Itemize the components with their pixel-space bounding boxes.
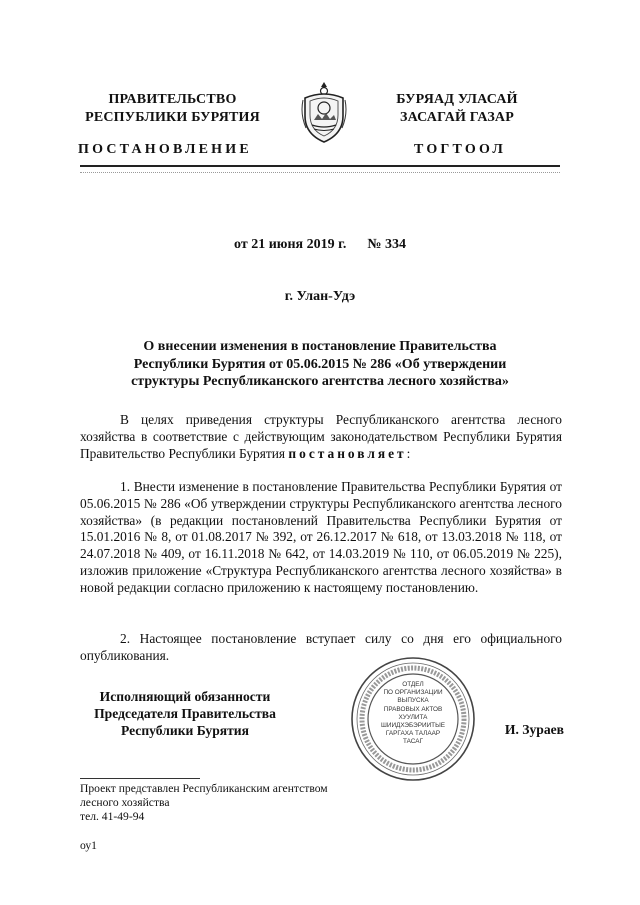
- header-right: [377, 91, 537, 127]
- stamp-line2: ПО ОРГАНИЗАЦИИ: [383, 689, 443, 697]
- stamp-line6: ШИИДХЭБЭРИИТЫЕ: [381, 722, 445, 730]
- footer-code: оу1: [80, 839, 97, 852]
- org-name-ru-line2: РЕСПУБЛИКИ БУРЯТИЯ: [85, 110, 260, 125]
- signatory-position-line2: Председателя Правительства: [94, 706, 276, 721]
- decree-colon: :: [406, 445, 411, 461]
- preamble-text: В целях приведения структуры Республиканского агентства лесного хозяйства в соответствие с действующим законодательством Республики Бурятия Правительство Республики Бурятия: [80, 412, 562, 461]
- decree-date-line: [80, 237, 560, 253]
- decree-number: № 334: [367, 237, 406, 252]
- signatory-name: И. Зураев: [504, 722, 564, 737]
- decree-city: г. Улан-Удэ: [284, 289, 356, 304]
- footer-line1: Проект представлен Республиканским агентством: [80, 782, 328, 795]
- stamp-line5: ХУУЛИТА: [398, 713, 428, 721]
- footer-line2: лесного хозяйства: [80, 796, 170, 809]
- stamp-line8: ТАСАГ: [402, 738, 423, 746]
- coat-of-arms-icon: [300, 80, 348, 144]
- decree-title: [100, 338, 540, 391]
- doc-type-ru: ПОСТАНОВЛЕНИЕ: [78, 142, 252, 157]
- item-2-paragraph: 2. Настоящее постановление вступает силу со дня его официального опубликования.: [80, 631, 562, 663]
- stamp-line4: ПРАВОВЫХ АКТОВ: [383, 705, 443, 713]
- doc-type-bua: ТОГТООЛ: [413, 142, 507, 157]
- org-name-bua-line2: ЗАСАГАЙ ГАЗАР: [399, 110, 514, 125]
- decree-word: постановляет: [288, 445, 407, 461]
- org-name-bua-line1: БУРЯАД УЛАСАЙ: [396, 92, 518, 107]
- footer-divider: [80, 778, 200, 779]
- footer-phone: тел. 41-49-94: [80, 810, 145, 823]
- decree-title-line2: Республики Бурятия от 05.06.2015 № 286 «Об утверждении: [133, 356, 507, 372]
- header-left: [80, 91, 265, 127]
- signatory-position: [80, 688, 290, 739]
- official-stamp: [350, 656, 476, 782]
- decree-title-line1: О внесении изменения в постановление Правительства: [143, 339, 497, 354]
- stamp-text: [372, 681, 454, 747]
- org-name-ru-line1: ПРАВИТЕЛЬСТВО: [108, 92, 237, 107]
- item-1-paragraph: 1. Внести изменение в постановление Правительства Республики Бурятия от 05.06.2015 № 286 «Об утверждении структуры Республиканского агентства лесного хозяйства» (в редакции постановлений Правительства Республики Бурятия от 15.01.2016 № 8, от 01.08.2017 № 392, от 26.12.2017 № 618, от 13.03.2018 № 118, от 24.07.2018 № 409, от 16.11.2018 № 642, от 14.03.2019 № 110, от 06.05.2019 № 225), изложив приложение «Структура Республиканского агентства лесного хозяйства» в новой редакции согласно приложению к настоящему постановлению.: [80, 479, 562, 595]
- decree-date: от 21 июня 2019 г.: [234, 237, 347, 252]
- footer-note: [80, 782, 400, 824]
- signatory-position-line3: Республики Бурятия: [120, 723, 249, 738]
- preamble-paragraph: [80, 412, 562, 462]
- signatory-position-line1: Исполняющий обязанности: [99, 689, 271, 704]
- stamp-line7: ГАРГАХА ТАЛААР: [385, 730, 441, 738]
- decree-title-line3: структуры Республиканского агентства лесного хозяйства»: [131, 374, 509, 389]
- header-dotted-line: [80, 172, 560, 173]
- stamp-line3: ВЫПУСКА: [397, 697, 429, 705]
- stamp-line1: ОТДЕЛ: [402, 681, 424, 688]
- header-divider: [80, 165, 560, 167]
